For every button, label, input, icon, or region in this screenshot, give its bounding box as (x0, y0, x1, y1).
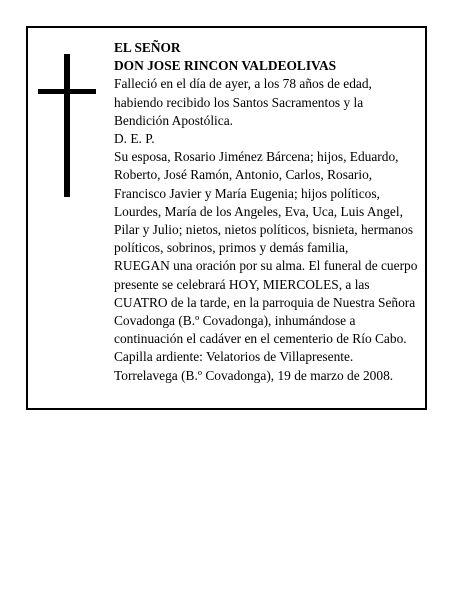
family-list: Su esposa, Rosario Jiménez Bárcena; hijos, Eduardo, Roberto, José Ramón, Antonio, Carlos, Rosario, Francisco Javier y María Eugenia; hijos políticos, Lourdes, María de los Angeles, Eva, Uca, Luis Angel, Pilar y Julio; nietos, nietos políticos, bisnieta, hermanos políticos, sobrinos, primos y demás familia, (114, 149, 414, 256)
chapel-line: Capilla ardiente: Velatorios de Villapresente. (114, 349, 354, 365)
deceased-name: DON JOSE RINCON VALDEOLIVAS (114, 58, 337, 74)
place-date-line: Torrelavega (B.º Covadonga), 19 de marzo de 2008. (114, 367, 394, 383)
cross-horizontal-bar (38, 89, 96, 94)
latin-cross-icon (38, 54, 96, 197)
cross-vertical-bar (64, 54, 70, 197)
dep-line: D. E. P. (114, 131, 155, 147)
obituary-text (114, 39, 418, 385)
death-announcement: Falleció en el día de ayer, a los 78 años de edad, habiendo recibido los Santos Sacramentos y la Bendición Apostólica. (114, 76, 372, 128)
funeral-details: RUEGAN una oración por su alma. El funeral de cuerpo presente se celebrará HOY, MIERCOLES, a las CUATRO de la tarde, en la parroquia de Nuestra Señora Covadonga (B.º Covadonga), inhumándose a continuación el cadáver en el cementerio de Río Cabo. (114, 258, 418, 347)
heading-line-1: EL SEÑOR (114, 40, 181, 55)
